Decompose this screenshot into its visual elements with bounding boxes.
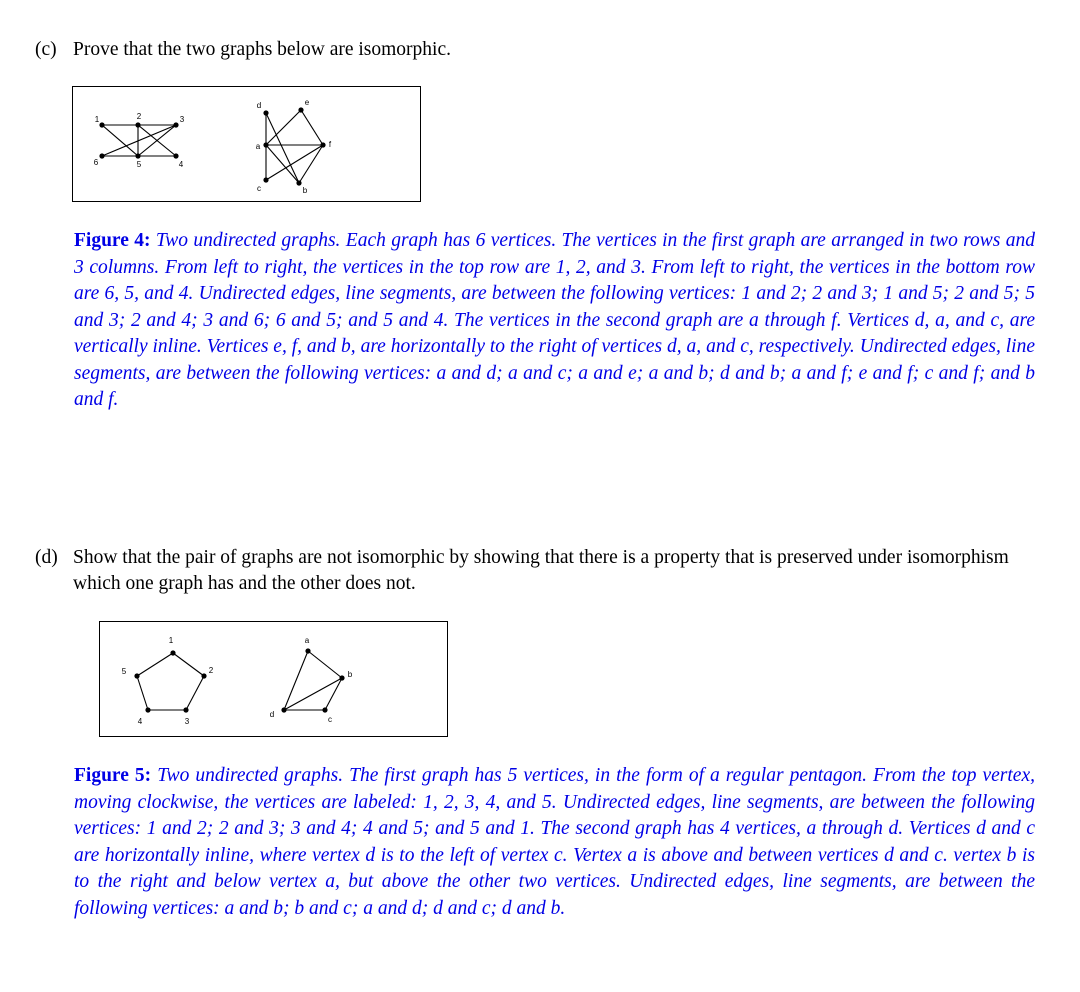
- fig5-graph1-vertex-3: [183, 707, 188, 712]
- fig4-graph1-edge-1-5: [102, 125, 138, 156]
- figure-4-caption-label: Figure 4:: [74, 230, 151, 251]
- question-c-text: Prove that the two graphs below are isomorphic.: [73, 39, 451, 60]
- fig4-graph1-vertex-label-5: 5: [136, 160, 142, 169]
- fig5-graph1-vertex-label-1: 1: [168, 636, 174, 645]
- fig5-graph2-vertex-label-d: d: [269, 710, 275, 719]
- fig5-graph1-vertex-label-2: 2: [208, 666, 214, 675]
- fig4-graph1-vertex-label-6: 6: [93, 158, 99, 167]
- fig4-graph1-vertex-6: [99, 153, 104, 158]
- fig4-graph1-edge-3-6: [102, 125, 176, 156]
- fig4-graph2-edge-b-f: [299, 145, 323, 183]
- fig5-graph2-vertex-label-a: a: [304, 636, 310, 645]
- fig4-graph1-vertex-3: [173, 122, 178, 127]
- fig5-graph2-vertex-d: [281, 707, 286, 712]
- fig4-graph2-edge-c-f: [266, 145, 323, 180]
- figure-5-caption-label: Figure 5:: [74, 765, 152, 786]
- figure-5-caption-text: Two undirected graphs. The first graph has 5 vertices, in the form of a regular pentagon. From the top vertex, moving clockwise, the vertices are labeled: 1, 2, 3, 4, and 5. Undirected edges, line segments, are between the following vertices: 1 and 2; 2 and 3; 3 and 4; 4 and 5; and 5 and 1. The second graph has 4 vertices, a through d. Vertices d and c are horizontally inline, where vertex d is to the left of vertex c. Vertex a is above and between vertices d and c. vertex b is to the right and below vertex a, but above the other two vertices. Undirected edges, line segments, are between the following vertices: a and b; b and c; a and d; d and c; d and b.: [74, 765, 1035, 919]
- fig5-graph2-vertex-b: [339, 675, 344, 680]
- question-c: [35, 37, 451, 63]
- fig4-graph2-vertex-label-e: e: [304, 98, 310, 107]
- fig4-graph1-vertex-1: [99, 122, 104, 127]
- fig4-graph2-vertex-label-c: c: [257, 184, 261, 193]
- fig4-graph2-vertex-label-b: b: [302, 186, 308, 195]
- fig4-graph1-vertex-label-2: 2: [136, 112, 142, 121]
- fig5-graph1-vertex-4: [145, 707, 150, 712]
- question-d-text: Show that the pair of graphs are not isomorphic by showing that there is a property that is preserved under isomorphism which one graph has and the other does not.: [73, 547, 1009, 594]
- fig5-graph1-edge-5-1: [137, 653, 173, 676]
- fig4-graph2-vertex-label-d: d: [256, 101, 262, 110]
- fig4-graph2-vertex-b: [296, 180, 301, 185]
- fig5-graph1-edge-1-2: [173, 653, 204, 676]
- fig5-graph1-vertex-1: [170, 650, 175, 655]
- fig4-graph2-vertex-a: [263, 142, 268, 147]
- fig4-graph1-vertex-label-1: 1: [94, 115, 100, 124]
- fig5-graph2-vertex-label-c: c: [328, 715, 332, 724]
- fig4-graph1-vertex-label-4: 4: [178, 160, 184, 169]
- fig5-graph1-edge-2-3: [186, 676, 204, 710]
- fig4-graph2-vertex-e: [298, 107, 303, 112]
- fig5-graph1-vertex-label-5: 5: [121, 667, 127, 676]
- figure-4-graphs: [73, 87, 422, 203]
- fig4-graph2-vertex-label-f: f: [328, 140, 332, 149]
- fig5-graph2-edge-a-d: [284, 651, 308, 710]
- fig5-graph2-vertex-label-b: b: [347, 670, 353, 679]
- figure-5-graphs: [100, 622, 449, 738]
- question-d: [35, 545, 1045, 597]
- figure-4-caption-text: Two undirected graphs. Each graph has 6 vertices. The vertices in the first graph are arranged in two rows and 3 columns. From left to right, the vertices in the top row are 1, 2, and 3. From left to right, the vertices in the bottom row are 6, 5, and 4. Undirected edges, line segments, are between the following vertices: 1 and 2; 2 and 3; 1 and 5; 2 and 5; 5 and 3; 2 and 4; 3 and 6; 6 and 5; and 5 and 4. The vertices in the second graph are a through f. Vertices d, a, and c, are vertically inline. Vertices e, f, and b, are horizontally to the right of vertices d, a, and c, respectively. Undirected edges, line segments, are between the following vertices: a and d; a and c; a and e; a and b; d and b; a and f; e and f; c and f; and b and f.: [74, 230, 1035, 410]
- figure-4-box: [72, 86, 421, 202]
- question-d-label: (d): [35, 547, 58, 568]
- fig5-graph2-vertex-a: [305, 648, 310, 653]
- fig4-graph1-vertex-4: [173, 153, 178, 158]
- fig5-graph1-vertex-2: [201, 673, 206, 678]
- fig4-graph2-edge-d-b: [266, 113, 299, 183]
- fig5-graph1-vertex-5: [134, 673, 139, 678]
- figure-5-caption: [74, 763, 1035, 922]
- fig4-graph2-vertex-d: [263, 110, 268, 115]
- figure-4-caption: [74, 228, 1035, 414]
- fig4-graph2-edge-a-e: [266, 110, 301, 145]
- fig4-graph2-vertex-f: [320, 142, 325, 147]
- fig4-graph1-vertex-5: [135, 153, 140, 158]
- question-c-label: (c): [35, 39, 57, 60]
- fig5-graph1-edge-4-5: [137, 676, 148, 710]
- fig4-graph2-vertex-c: [263, 177, 268, 182]
- fig5-graph1-vertex-label-4: 4: [137, 717, 143, 726]
- fig4-graph2-edge-e-f: [301, 110, 323, 145]
- fig5-graph2-vertex-c: [322, 707, 327, 712]
- fig5-graph2-edge-a-b: [308, 651, 342, 678]
- figure-5-box: [99, 621, 448, 737]
- fig5-graph1-vertex-label-3: 3: [184, 717, 190, 726]
- fig4-graph2-vertex-label-a: a: [255, 142, 261, 151]
- fig4-graph1-vertex-2: [135, 122, 140, 127]
- fig4-graph1-vertex-label-3: 3: [179, 115, 185, 124]
